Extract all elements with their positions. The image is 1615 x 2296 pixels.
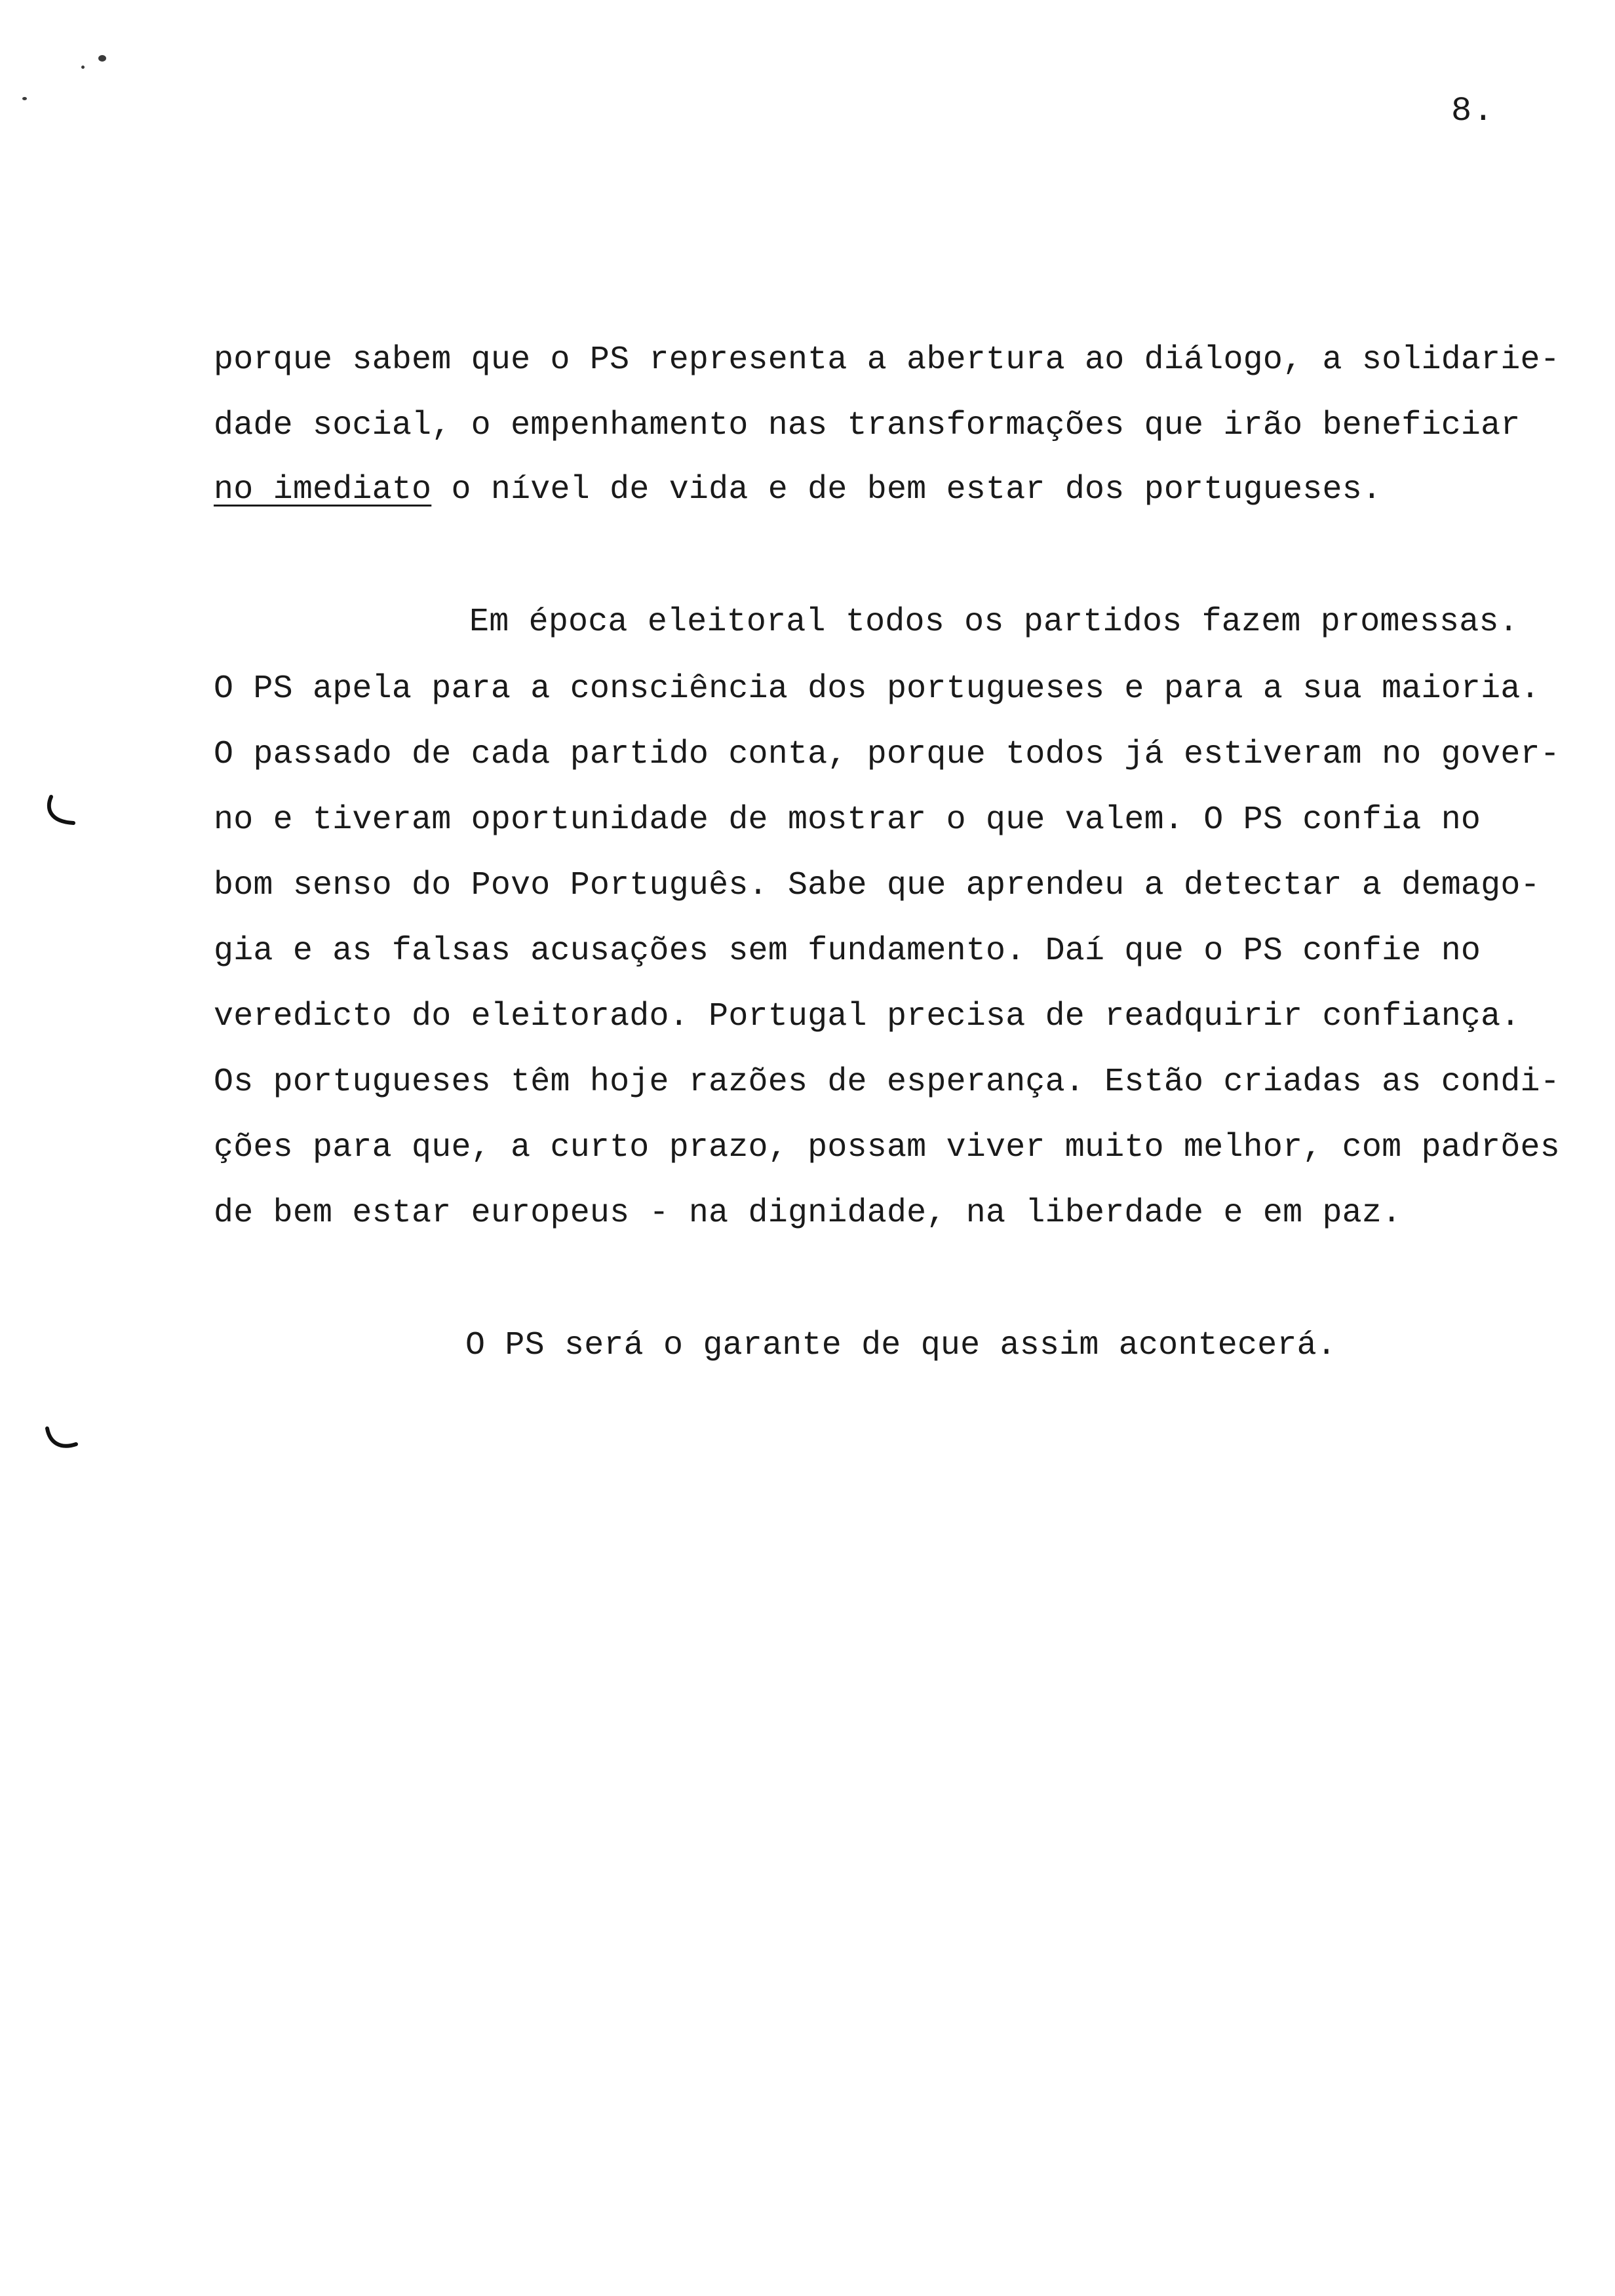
binder-mark-icon [43,1421,80,1457]
closing-line: O PS será o garante de que assim acontecerá. [465,1327,1337,1364]
paragraph-line: O PS apela para a consciência dos portugueses e para a sua maioria. [214,670,1540,708]
scan-speck [98,55,106,62]
underlined-phrase: no imediato [214,471,432,508]
paragraph-line: veredicto do eleitorado. Portugal precisa de readquirir confiança. [214,998,1521,1035]
scan-speck [22,97,27,100]
paragraph-line: no e tiveram oportunidade de mostrar o que valem. O PS confia no [214,801,1481,839]
paragraph-line: bom senso do Povo Português. Sabe que aprendeu a detectar a demago- [214,867,1540,904]
paragraph-line: dade social, o empenhamento nas transformações que irão beneficiar [214,407,1521,444]
paragraph-line: porque sabem que o PS representa a abertura ao diálogo, a solidarie- [214,341,1560,379]
page-number: 8. [1451,92,1495,130]
paragraph-line: ções para que, a curto prazo, possam viver muito melhor, com padrões [214,1129,1560,1166]
paragraph-line: Os portugueses têm hoje razões de esperança. Estão criadas as condi- [214,1063,1560,1101]
scan-speck [81,66,85,69]
paragraph-line: de bem estar europeus - na dignidade, na liberdade e em paz. [214,1195,1402,1232]
binder-mark-icon [43,793,80,830]
paragraph-line [214,470,1382,510]
paragraph-line: O passado de cada partido conta, porque todos já estiveram no gover- [214,736,1560,773]
line-text: o nível de vida e de bem estar dos portugueses. [431,471,1382,508]
paragraph-line: Em época eleitoral todos os partidos fazem promessas. [469,603,1519,641]
paragraph-line: gia e as falsas acusações sem fundamento. Daí que o PS confie no [214,932,1481,970]
